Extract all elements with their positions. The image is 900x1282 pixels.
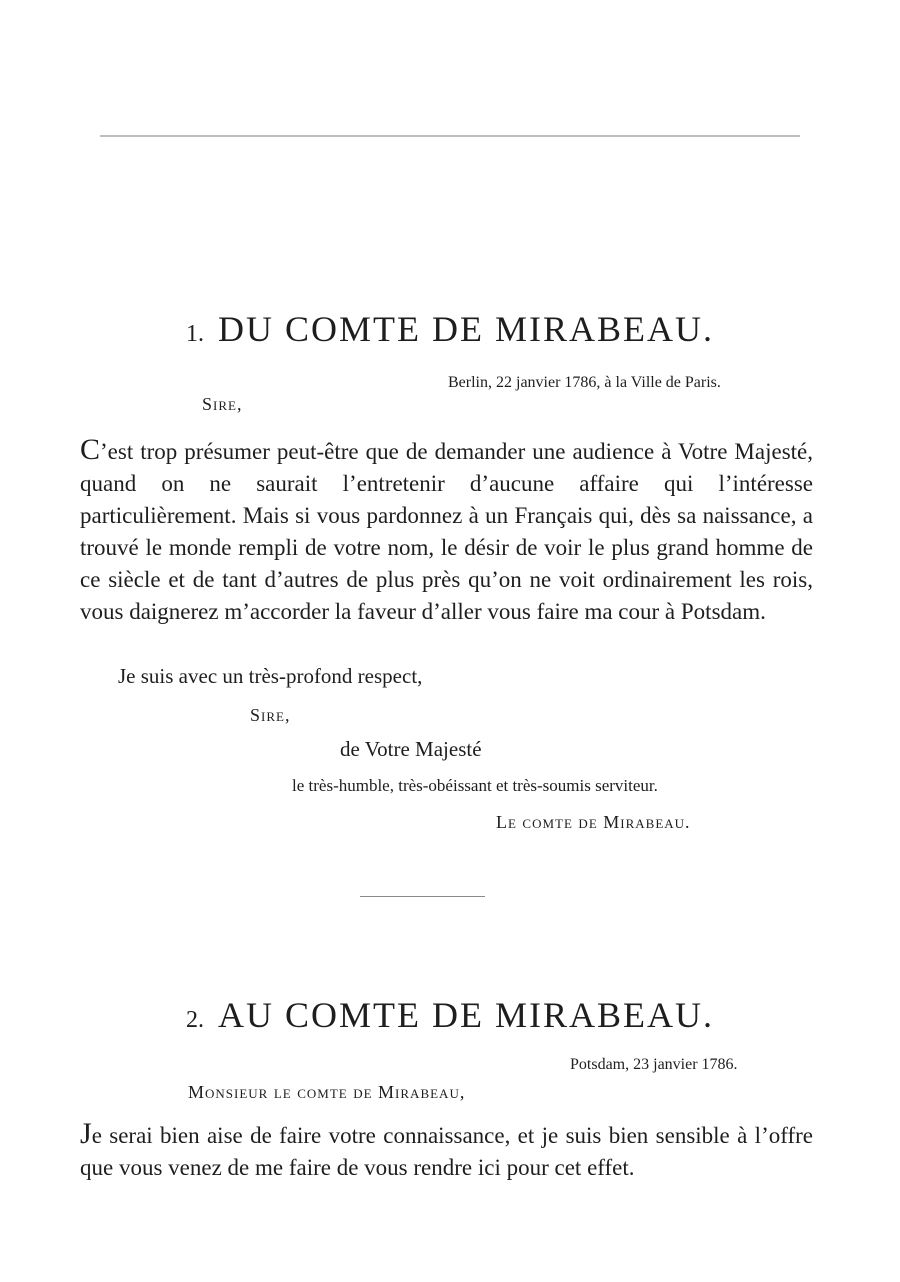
- letter2-dateline: Potsdam, 23 janvier 1786.: [570, 1056, 738, 1073]
- letter1-dateline: Berlin, 22 janvier 1786, à la Ville de Paris.: [448, 374, 721, 391]
- letter2-title: AU COMTE DE MIRABEAU.: [218, 995, 714, 1035]
- letter2-number: 2.: [186, 1007, 204, 1033]
- letter2-body: [80, 1117, 813, 1184]
- letter2-salutation: Monsieur le comte de Mirabeau,: [188, 1082, 466, 1102]
- letter1-title: DU COMTE DE MIRABEAU.: [218, 309, 714, 349]
- letter1-closing-servant: le très-humble, très-obéissant et très-soumis serviteur.: [292, 776, 658, 795]
- middle-divider: [360, 896, 485, 897]
- letter1-body-text: ’est trop présumer peut-être que de demander une audience à Votre Majesté, quand on ne saurait l’entretenir d’aucune affaire qui l’intéresse particulièrement. Mais si vous pardonnez à un Français qui, dès sa naissance, a trouvé le monde rempli de votre nom, le désir de voir le plus grand homme de ce siècle et de tant d’autres de plus près qu’on ne voit ordinairement les rois, vous daignerez m’accorder la faveur d’aller vous faire ma cour à Potsdam.: [80, 439, 813, 624]
- letter1-closing-sire: Sire,: [250, 705, 291, 725]
- letter1-dropcap: C: [80, 433, 101, 466]
- letter1-salutation: Sire,: [202, 394, 243, 414]
- letter1-closing-majeste: de Votre Majesté: [340, 737, 482, 761]
- top-divider: [100, 135, 800, 137]
- letter1-number: 1.: [186, 321, 204, 347]
- letter2-dropcap: J: [80, 1117, 92, 1150]
- letter1-closing: Je suis avec un très-profond respect,: [118, 664, 423, 688]
- letter2-heading: [0, 994, 900, 1036]
- letter1-body: [80, 433, 813, 628]
- letter2-body-text: e serai bien aise de faire votre connaissance, et je suis bien sensible à l’offre que vous venez de me faire de vous rendre ici pour cet effet.: [80, 1123, 813, 1180]
- letter1-heading: [0, 308, 900, 350]
- letter1-signature: Le comte de Mirabeau.: [496, 812, 691, 832]
